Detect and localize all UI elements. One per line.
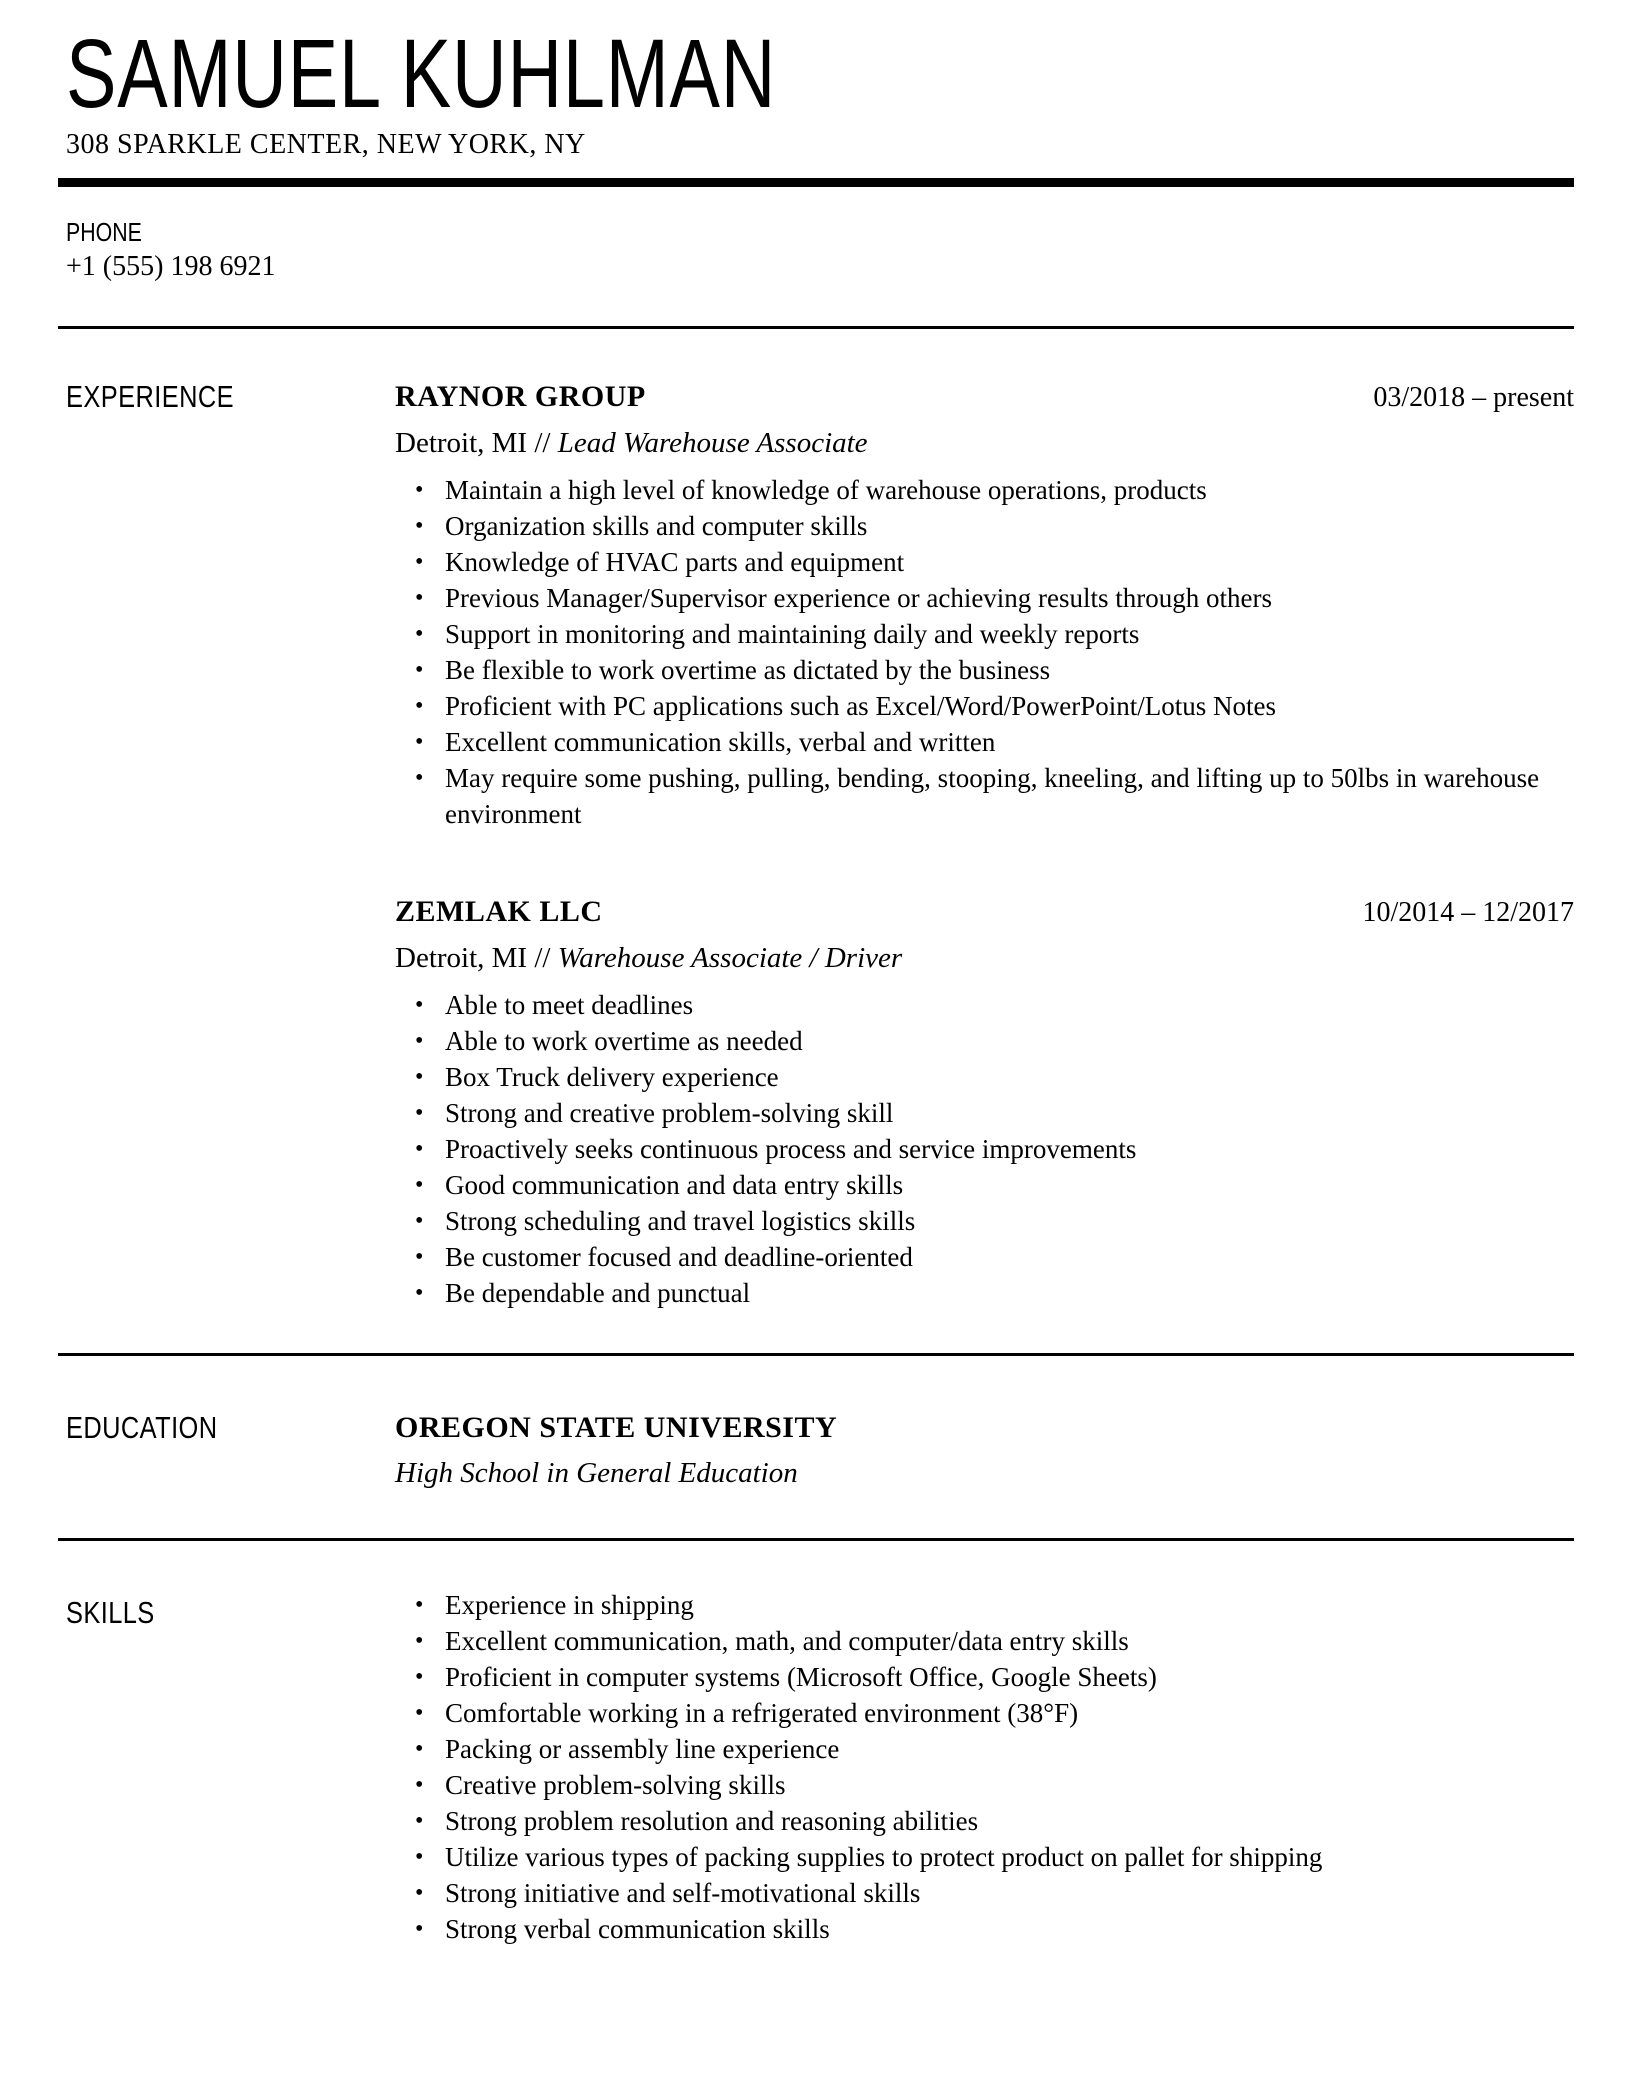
bullet-item: • Strong verbal communication skills: [415, 1911, 1574, 1947]
bullet-item: • May require some pushing, pulling, bending, stooping, kneeling, and lifting up to 50lbs in warehouse environment: [415, 760, 1574, 832]
job-header: [395, 377, 1574, 418]
bullet-item: • Excellent communication, math, and computer/data entry skills: [415, 1623, 1574, 1659]
job-company: RAYNOR GROUP: [395, 380, 646, 413]
education-content: [395, 1408, 1574, 1492]
bullet-item: • Proficient with PC applications such as Excel/Word/PowerPoint/Lotus Notes: [415, 688, 1574, 724]
job-location: Detroit, MI //: [395, 942, 551, 974]
section-education: [58, 1356, 1574, 1538]
bullet-item: • Strong scheduling and travel logistics skills: [415, 1203, 1574, 1239]
person-address: 308 SPARKLE CENTER, NEW YORK, NY: [66, 129, 586, 160]
divider-thick: [58, 178, 1574, 187]
phone-label: PHONE: [66, 217, 142, 247]
bullet-item: • Be customer focused and deadline-oriented: [415, 1239, 1574, 1275]
bullet-item: • Maintain a high level of knowledge of warehouse operations, products: [415, 472, 1574, 508]
bullet-item: • Excellent communication skills, verbal and written: [415, 724, 1574, 760]
job-bullet-list: [395, 987, 1574, 1311]
education-section-label: EDUCATION: [66, 1410, 218, 1445]
bullet-item: • Organization skills and computer skills: [415, 508, 1574, 544]
section-experience: [58, 329, 1574, 1311]
job-role: Lead Warehouse Associate: [557, 427, 868, 459]
bullet-item: • Able to work overtime as needed: [415, 1023, 1574, 1059]
phone-value: +1 (555) 198 6921: [66, 251, 276, 282]
contact-block: [58, 217, 1574, 284]
bullet-item: • Comfortable working in a refrigerated environment (38°F): [415, 1695, 1574, 1731]
bullet-item: • Box Truck delivery experience: [415, 1059, 1574, 1095]
education-school: OREGON STATE UNIVERSITY: [395, 1411, 838, 1444]
skills-bullet-list: [395, 1587, 1574, 1947]
bullet-item: • Knowledge of HVAC parts and equipment: [415, 544, 1574, 580]
job-dates: 03/2018 – present: [1373, 382, 1574, 413]
job-location: Detroit, MI //: [395, 427, 551, 459]
bullet-item: • Previous Manager/Supervisor experience or achieving results through others: [415, 580, 1574, 616]
experience-content: [395, 377, 1574, 1311]
bullet-item: • Creative problem-solving skills: [415, 1767, 1574, 1803]
job-entry-raynor: [395, 377, 1574, 832]
bullet-item: • Support in monitoring and maintaining daily and weekly reports: [415, 616, 1574, 652]
bullet-item: • Strong problem resolution and reasoning abilities: [415, 1803, 1574, 1839]
skills-content: [395, 1587, 1574, 1947]
bullet-item: • Good communication and data entry skills: [415, 1167, 1574, 1203]
resume-header: [58, 0, 1574, 162]
skills-label-column: [58, 1587, 395, 1630]
skills-section-label: SKILLS: [66, 1595, 155, 1630]
job-subtitle: [395, 424, 1574, 462]
bullet-item: • Able to meet deadlines: [415, 987, 1574, 1023]
bullet-item: • Experience in shipping: [415, 1587, 1574, 1623]
bullet-item: • Packing or assembly line experience: [415, 1731, 1574, 1767]
bullet-item: • Be flexible to work overtime as dictated by the business: [415, 652, 1574, 688]
job-company: ZEMLAK LLC: [395, 895, 603, 928]
bullet-item: • Strong initiative and self-motivational skills: [415, 1875, 1574, 1911]
job-header: [395, 892, 1574, 933]
bullet-item: • Be dependable and punctual: [415, 1275, 1574, 1311]
education-label-column: [58, 1408, 395, 1448]
job-entry-zemlak: [395, 892, 1574, 1311]
experience-label-column: [58, 377, 395, 417]
education-degree: High School in General Education: [395, 1457, 798, 1489]
bullet-item: • Strong and creative problem-solving skill: [415, 1095, 1574, 1131]
bullet-item: • Proactively seeks continuous process and service improvements: [415, 1131, 1574, 1167]
job-subtitle: [395, 939, 1574, 977]
section-skills: [58, 1541, 1574, 1947]
experience-section-label: EXPERIENCE: [66, 379, 234, 414]
job-role: Warehouse Associate / Driver: [557, 942, 903, 974]
bullet-item: • Proficient in computer systems (Microsoft Office, Google Sheets): [415, 1659, 1574, 1695]
job-bullet-list: [395, 472, 1574, 832]
person-name: SAMUEL KUHLMAN: [66, 19, 777, 128]
job-dates: 10/2014 – 12/2017: [1362, 897, 1574, 928]
bullet-item: • Utilize various types of packing supplies to protect product on pallet for shipping: [415, 1839, 1574, 1875]
